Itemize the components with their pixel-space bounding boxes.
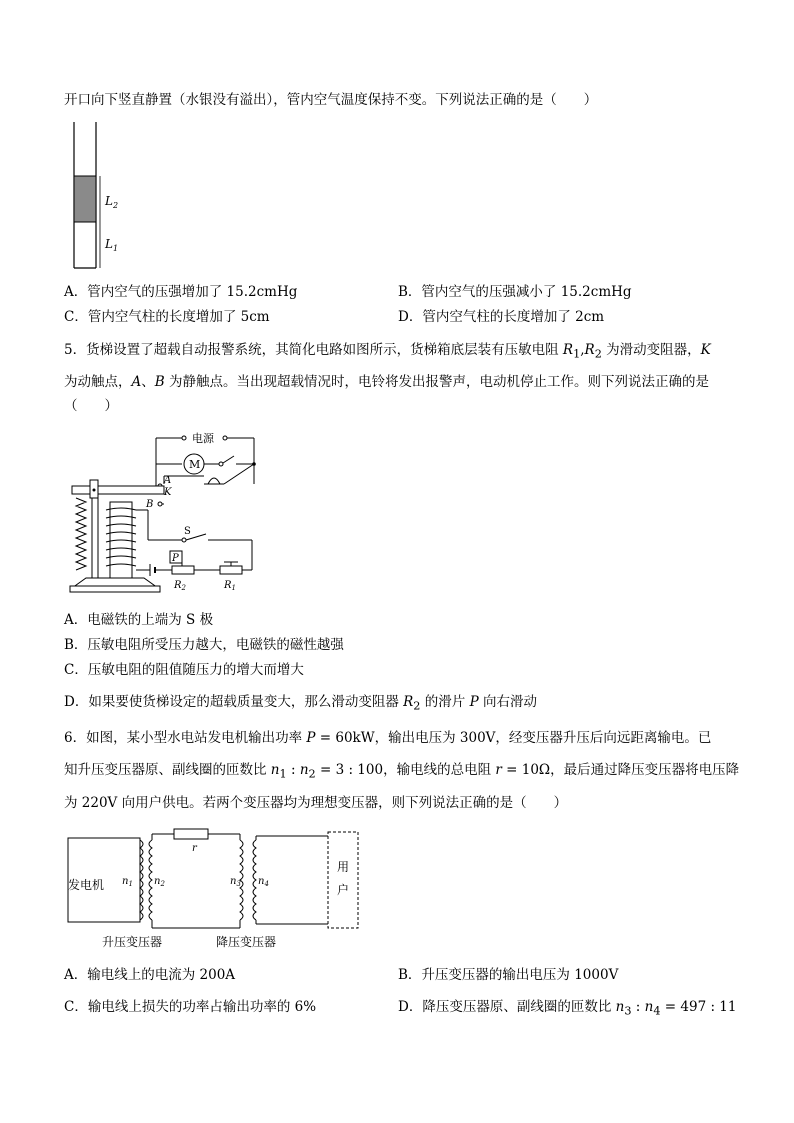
q5-elevator-circuit-figure (64, 428, 274, 596)
svg-text:L1: $L_1$ (105, 237, 119, 253)
q6-option-d: D．降压变压器原、副线圈的匝数比 $n_3$ : $n_4 = 497$ : 11 (398, 999, 737, 1018)
resistor-r (174, 829, 208, 839)
q6-stem-line1: 6．如图，某小型水电站发电机输出功率 P = 60kW，输出电压为 300V，经变压器升压后向远距离输电。已 (64, 730, 712, 746)
q4-option-b: B．管内空气的压强减小了 15.2cmHg (398, 284, 632, 300)
svg-text:R2: $R_2$ (174, 580, 186, 592)
label-r: r (192, 843, 197, 854)
label-l1: L (105, 237, 113, 251)
label-a: A (164, 475, 172, 486)
label-user-2: 户 (337, 883, 350, 897)
q5-stem-line2: 为动触点，A、B 为静触点。当出现超载情况时，电铃将发出报警声，电动机停止工作。则下列说法正确的是 (64, 374, 709, 390)
q5-option-c: C．压敏电阻的阻值随压力的增大而增大 (64, 662, 304, 678)
label-generator: 发电机 (68, 878, 105, 892)
q5-option-d: D．如果要使货梯设定的超载质量变大，那么滑动变阻器 $R_2$ 的滑片 P 向右滑动 (64, 694, 537, 713)
label-p: P (172, 553, 179, 564)
label-b: B (146, 499, 154, 510)
q6-stem-line2: 知升压变压器原、副线圈的匝数比 $n_1$ : $n_2 = 3$ : 100，输电线的总电阻 r = 10Ω，最后通过降压变压器将电压降 (64, 762, 740, 781)
svg-text:n4: $n_4$ (258, 876, 269, 888)
svg-text:n2: $n_2$ (154, 876, 165, 888)
label-motor: M (189, 458, 201, 471)
q6-option-a: A．输电线上的电流为 200A (64, 967, 236, 983)
label-n1: n (122, 876, 129, 887)
svg-text:n1: $n_1$ (122, 876, 133, 888)
svg-text:n3: $n_3$ (230, 876, 241, 888)
q6-stem-line3: 为 220V 向用户供电。若两个变压器均为理想变压器，则下列说法正确的是（ ） (64, 795, 568, 811)
label-power: 电源 (192, 432, 214, 445)
label-r2: R (174, 580, 182, 591)
label-n4: n (258, 876, 265, 887)
q4-option-a: A．管内空气的压强增加了 15.2cmHg (64, 284, 298, 300)
q5-stem-line1: 5．货梯设置了超载自动报警系统，其简化电路如图所示，货梯箱底层装有压敏电阻 $R_1,R_2$ 为滑动变阻器，K (64, 342, 711, 361)
q4-option-c: C．管内空气柱的长度增加了 5cm (64, 309, 270, 325)
label-n2: n (154, 876, 161, 887)
q4-tube-figure (64, 118, 134, 270)
q6-transmission-figure (64, 824, 364, 952)
mercury-column (74, 176, 96, 222)
svg-text:R1: $R_1$ (224, 580, 236, 592)
label-k: K (164, 487, 172, 498)
q5-stem-line3: （ ） (64, 398, 118, 414)
label-step-up: 升压变压器 (102, 935, 163, 949)
q6-option-c: C．输电线上损失的功率占输出功率的 6% (64, 999, 317, 1015)
q6-option-b: B．升压变压器的输出电压为 1000V (398, 967, 619, 983)
user-box (328, 832, 358, 928)
label-n3: n (230, 876, 237, 887)
q4-intro: 开口向下竖直静置（水银没有溢出），管内空气温度保持不变。下列说法正确的是（ ） (64, 92, 598, 108)
q5-option-b: B．压敏电阻所受压力越大，电磁铁的磁性越强 (64, 637, 344, 653)
label-step-down: 降压变压器 (216, 935, 277, 949)
q5-option-a: A．电磁铁的上端为 S 极 (64, 612, 214, 628)
q4-option-d: D．管内空气柱的长度增加了 2cm (398, 309, 605, 325)
label-r1: R (224, 580, 232, 591)
label-l2: L (105, 194, 113, 208)
svg-text:L2: $L_2$ (105, 194, 119, 210)
label-user-1: 用 (337, 860, 350, 874)
label-s: S (184, 526, 191, 537)
